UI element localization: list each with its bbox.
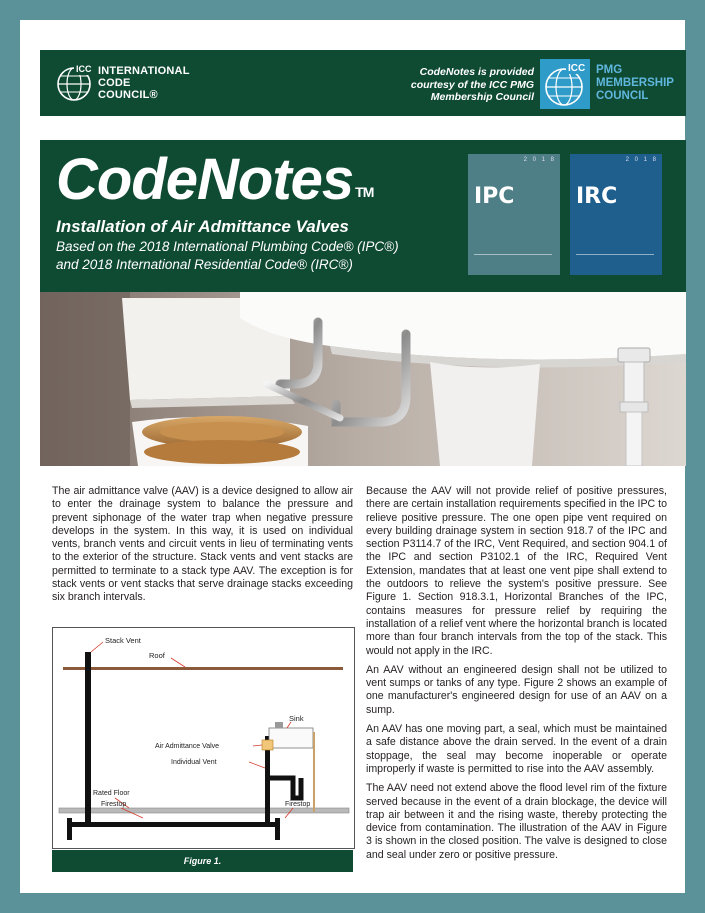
icc-logo-text: ICC [76, 64, 92, 74]
rated-floor-slab [59, 808, 349, 813]
icc-globe-icon [54, 62, 94, 102]
label-sink: Sink [289, 714, 304, 723]
drain-pipe [67, 822, 279, 827]
stack-vent-pipe [85, 652, 91, 826]
trademark-mark: TM [355, 184, 374, 200]
sink-fixture [269, 728, 313, 748]
title-banner [40, 140, 686, 292]
header-bar [40, 50, 686, 116]
label-rated-floor: Rated Floor [93, 790, 130, 797]
document-subtitle: Installation of Air Admittance Valves [56, 217, 349, 236]
roof-line [63, 667, 343, 670]
courtesy-note: CodeNotes is provided courtesy of the ICC PMG Membership Council [410, 66, 534, 103]
label-firestop-left: Firestop [101, 801, 127, 808]
label-individual-vent: Individual Vent [171, 759, 217, 766]
code-basis: Based on the 2018 International Plumbing Code® (IPC®) and 2018 International Residential Code® (IRC®) [56, 239, 399, 272]
trap-arm [267, 778, 301, 798]
org-name: INTERNATIONAL CODE COUNCIL® [98, 65, 190, 101]
irc-book-cover: 2 0 1 8 IRC [570, 154, 662, 275]
intro-paragraph: The air admittance valve (AAV) is a device designed to allow air to enter the drainage system to balance the pressure and prevent siphonage of the water trap when negative pressure develops in the system. In this way, it is used on individual vents, branch vents and circuit vents in lieu of terminating vents to the exterior of the structure. Stack vents and vent stacks are permitted to terminate to a stack type AAV. The exception is for stack vents or vent stacks that serve drainage stacks exceeding six branch intervals. [52, 485, 353, 604]
air-admittance-valve-icon [262, 740, 273, 750]
label-stack-vent: Stack Vent [105, 636, 141, 645]
ipc-book-cover: 2 0 1 8 IPC [468, 154, 560, 275]
label-roof: Roof [149, 651, 165, 660]
label-aav: Air Admittance Valve [155, 743, 220, 750]
pmg-logo-text: ICC [568, 63, 586, 74]
body-paragraph: The AAV need not extend above the flood level rim of the fixture served because in the event of a drain blockage, the device will trap air between it and the rising waste, thereby protecting the device from contamination. The illustration of the AAV in Figure 3 is shown in the closed position. The valve is designed to close and seal under zero or positive pressure. [366, 782, 667, 861]
plumbing-photo [40, 292, 686, 466]
right-column [366, 485, 667, 868]
figure-1-caption: Figure 1. [52, 850, 353, 872]
body-paragraph: Because the AAV will not provide relief of positive pressures, there are certain installation requirements specified in the IPC to relieve positive pressure. The one open pipe vent required on every building drainage system in section 918.7 of the IPC and section P3114.7 of the IRC, Vent Required, and section 904.1 of the IPC and section P3102.1 of the IRC, Required Vent Extension, mandates that at least one vent pipe shall extend to the outdoors to relieve the system's positive pressure. See Figure 1. Section 918.3.1, Horizontal Branches of the IPC, contains measures for pressure relief by requiring the installation of a relief vent where the horizontal branch is located more than four branch intervals from the top of the stack. This would not apply in the IRC. [366, 485, 667, 657]
vent-diagram [53, 628, 354, 848]
body-paragraph: An AAV has one moving part, a seal, which must be maintained a safe distance above the drain served. In the event of a drain stoppage, the seal may become inoperable or operate improperly if waste is permitted to rise into the AAV assembly. [366, 723, 667, 775]
figure-1 [52, 627, 355, 849]
pmg-globe-icon [540, 59, 590, 109]
label-firestop-right: Firestop [285, 801, 311, 808]
pmg-council-name: PMG MEMBERSHIP COUNCIL [596, 64, 674, 102]
codenotes-title: CodeNotes ™ [56, 147, 374, 212]
body-paragraph: An AAV without an engineered design shall not be utilized to vent sumps or tanks of any type. Figure 2 shows an example of one manufacturer's engineered design for use of an AAV on a sump. [366, 663, 667, 716]
left-column [52, 485, 353, 611]
